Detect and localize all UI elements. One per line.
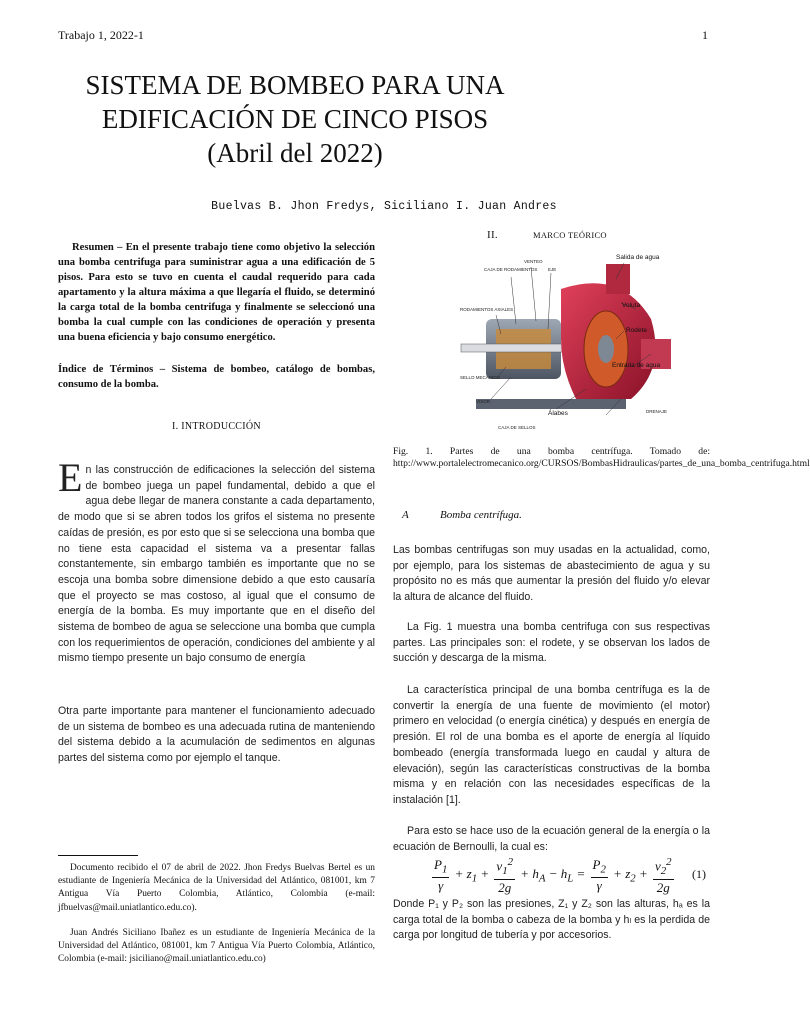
label-caja-rodamientos: CAJA DE RODAMIENTOS	[484, 267, 538, 272]
label-entrada-agua: Entrada de agua	[612, 362, 661, 369]
index-terms: Índice de Términos – Sistema de bombeo, catálogo de bombas, consumo de la bomba.	[58, 364, 375, 390]
footnote-1: Documento recibido el 07 de abril de 2022. Jhon Fredys Buelvas Bertel es un estudiante de Ingeniería Mecánica de la Universidad del Atlántico, 081001, km 7 Antigua Vía Puerto Colombia, Atlántico, Colombia (e-mail: jfbuelvas@mail.uniatlantico.edu.co).	[58, 863, 375, 913]
paper-title	[0, 68, 590, 170]
title-line-2: EDIFICACIÓN DE CINCO PISOS	[101, 104, 489, 134]
label-voluta: Voluta	[622, 302, 641, 309]
label-salida-agua: Salida de agua	[616, 254, 660, 261]
theory-paragraph-1: Las bombas centrifugas son muy usadas en la actualidad, como, por ejemplo, para los sistemas de abastecimiento de agua y su propósito no es más que aumentar la presión del fluido y/o elevar la altura de alcance del fluido.	[393, 544, 710, 604]
section-heading-marco-teorico: MARCO TEÓRICO	[533, 230, 607, 240]
label-eje: EJE	[548, 267, 557, 272]
title-line-3: (Abril del 2022)	[207, 138, 383, 168]
equation-number: (1)	[692, 867, 706, 881]
footnote-2: Juan Andrés Siciliano Ibañez es un estudiante de Ingeniería Mecánica de la Universidad del Atlántico, 081001, km 7 Antigua Vía Puerto Colombia, Atlántico, Colombia (e-mail: jsiciliano@mail.uniatlantico.edu.co)	[58, 927, 375, 965]
section-heading-introduccion: I. INTRODUCCIÓN	[172, 421, 261, 432]
intro-text-1: n las construcción de edificaciones la selección del sistema de bombeo juega un papel fundamental, debido a que el agua debe llegar de manera constante a cada departamento, de modo que si se abren todos los grifos el sistema no presente caídas de presión, es por esto que si se selecciona una bomba que no tiene esta capacidad el sistema va a presentar fallas constantemente, sin embargo también es importante que no se escoja una bomba sobre dimensione debido a que esto causaría que el proyecto se mas costoso, al igual que el consumo de energía de la bomba. Es muy importante que en el diseño del sistema de bombeo de agua se seleccione una bomba que cumpla con los requerimientos de operación, condiciones del ambiente y al mismo tiempo presente un bajo consumo de energía	[58, 464, 375, 665]
label-venteo: VENTEO	[524, 259, 543, 264]
theory-paragraph-3: La característica principal de una bomba centrífuga es la de convertir la energía de una fuente de movimiento (el motor) primero en velocidad (o energía cinética) y después en energía de presión. El rol de una bomba es el aporte de energía al líquido bombeado (energía transformada luego en caudal y altura de elevación), según las características constructivas de la bomba misma y en relación con las necesidades específicas de la instalación [1].	[393, 684, 710, 806]
theory-paragraph-5: Donde P₁ y P₂ son las presiones, Z₁ y Z₂ son las alturas, hₐ es la carga total de la bomba o cabeza de la bomba y hₗ es la perdida de carga por longitud de tubería y por accesorios.	[393, 898, 710, 942]
page-number: 1	[702, 28, 708, 42]
footnotes	[58, 862, 375, 966]
abstract	[58, 240, 375, 345]
subsection-letter: A	[402, 509, 409, 521]
footnote-rule	[58, 855, 138, 856]
drop-cap: E	[58, 455, 83, 500]
label-drenaje: DRENAJE	[646, 409, 668, 414]
label-alabes: Álabes	[548, 410, 568, 417]
theory-paragraph-4: Para esto se hace uso de la ecuación general de la energía o la ecuación de Bernoulli, la cual es:	[393, 825, 710, 853]
abstract-text: Resumen – En el presente trabajo tiene como objetivo la selección una bomba centrifuga para suministrar agua a una edificación de 5 pisos. Para esto se tuvo en cuenta el caudal requerido para cada apartamento y la altura máxima a que llegaría el fluido, se determinó la carga total de la bomba centrifuga y finalmente se seleccionó una bomba la cual cumple con las condiciones de operación y presenta una buena eficiencia y bajo consumo energético.	[58, 242, 375, 343]
title-line-1: SISTEMA DE BOMBEO PARA UNA	[85, 70, 505, 100]
running-header: Trabajo 1, 2022-1	[58, 28, 144, 42]
figure-caption: Fig. 1. Partes de una bomba centrífuga. Tomado de: http://www.portalelectromecanico.org/CURSOS/BombasHidraulicas/partes_de_una_bomba_centrifuga.html	[393, 446, 810, 469]
authors: Buelvas B. Jhon Fredys, Siciliano I. Juan Andres	[211, 200, 557, 213]
label-rodamientos-axiales: RODAMIENTOS AXIALES	[460, 307, 514, 312]
bernoulli-equation: $\frac{P_1}{\gamma}$ + $z_1$ + $\frac{v_1^2}{2g}$ + $h_A - h_L$ = $\frac{P_2}{\gamma}$ + $z_2$ + $\frac{v_2^2}{2g}$	[434, 856, 672, 895]
pump-figure	[456, 249, 682, 434]
centrifugal-pump-illustration	[456, 249, 682, 434]
intro-paragraph-2: Otra parte importante para mantener el funcionamiento adecuado de un sistema de bombeo es una adecuada rutina de manteniendo del sistema debido a la acumulación de sedimentos en algunas partes del sistema como por ejemplo el tanque.	[58, 705, 375, 765]
theory-paragraph-2: La Fig. 1 muestra una bomba centrifuga con sus respectivas partes. Las principales son: el rodete, y se observan los lados de succión y descarga de la misma.	[393, 621, 710, 665]
label-rodete: Rodete	[626, 327, 647, 334]
label-caja-sellos: CAJA DE SELLOS	[498, 425, 536, 430]
subsection-title: Bomba centrífuga.	[440, 509, 522, 521]
label-sello-mecanico: SELLO MECANICO	[460, 375, 501, 380]
section-numeral-2: II.	[487, 229, 498, 241]
label-visor: VISOR	[476, 399, 491, 404]
intro-paragraph-1	[58, 455, 375, 667]
